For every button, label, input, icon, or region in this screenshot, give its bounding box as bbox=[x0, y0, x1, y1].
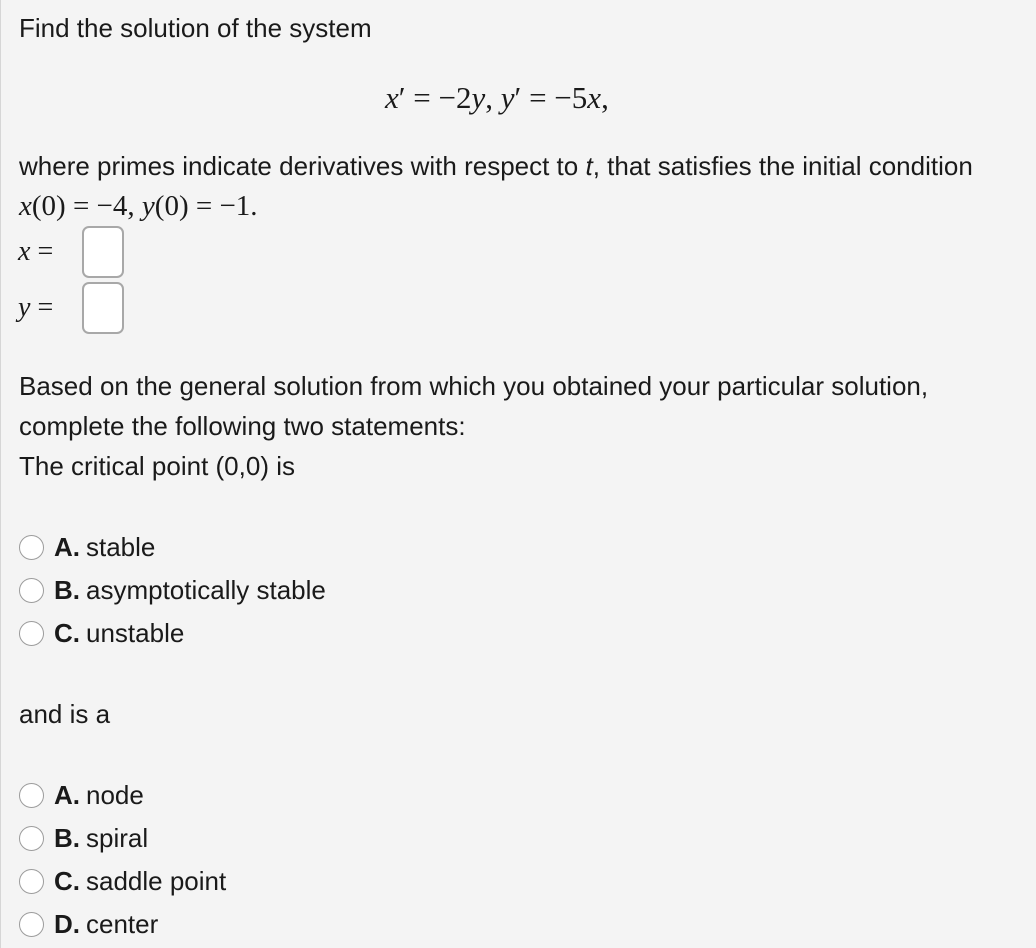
radio-button[interactable] bbox=[19, 869, 44, 894]
option-label: asymptotically stable bbox=[86, 575, 326, 605]
para1-text-a: where primes indicate derivatives with respect to bbox=[19, 151, 586, 181]
eq-prime-2: ′ bbox=[514, 80, 522, 115]
para1-text-b: , that satisfies the initial condition bbox=[592, 151, 973, 181]
eq-comma: , bbox=[485, 80, 501, 115]
option-key: B. bbox=[54, 823, 80, 853]
initial-condition-paragraph bbox=[19, 146, 1019, 226]
ic-y-rest: (0) = −1. bbox=[154, 190, 258, 222]
radio-button[interactable] bbox=[19, 912, 44, 937]
answer-input-y[interactable] bbox=[82, 282, 124, 334]
option-key: C. bbox=[54, 618, 80, 648]
type-options bbox=[19, 774, 226, 946]
eq-trail: , bbox=[601, 80, 609, 115]
ic-y-var: y bbox=[141, 190, 155, 222]
answer-label-y bbox=[18, 290, 80, 326]
option-spiral[interactable] bbox=[19, 817, 226, 860]
eq-part-2: = −5 bbox=[521, 80, 588, 115]
eq-prime-1: ′ bbox=[398, 80, 406, 115]
instructions-line: Based on the general solution from which you obtained your particular solution, complete the following two statements: bbox=[19, 371, 929, 441]
radio-button[interactable] bbox=[19, 578, 44, 603]
ic-x-rest: (0) = −4, bbox=[31, 190, 142, 222]
radio-button[interactable] bbox=[19, 621, 44, 646]
answer-input-x[interactable] bbox=[82, 226, 124, 278]
option-saddle-point[interactable] bbox=[19, 860, 226, 903]
radio-button[interactable] bbox=[19, 826, 44, 851]
eq-x-var-2: x bbox=[587, 80, 602, 115]
radio-button[interactable] bbox=[19, 783, 44, 808]
option-label: spiral bbox=[86, 823, 149, 853]
initial-condition-math bbox=[19, 190, 258, 222]
answer-label-x bbox=[18, 234, 80, 270]
option-key: A. bbox=[54, 780, 80, 810]
para1-t-var: t bbox=[585, 151, 593, 181]
answer-eq-x: = bbox=[30, 236, 54, 267]
critical-point-statement: The critical point (0,0) is bbox=[19, 451, 295, 481]
eq-y-var-1: y bbox=[471, 80, 486, 115]
eq-part-1: = −2 bbox=[405, 80, 472, 115]
option-key: A. bbox=[54, 532, 80, 562]
option-node[interactable] bbox=[19, 774, 226, 817]
instructions-paragraph bbox=[19, 366, 1024, 486]
option-key: C. bbox=[54, 866, 80, 896]
option-label: saddle point bbox=[86, 866, 227, 896]
connector-text: and is a bbox=[19, 699, 111, 729]
system-equation bbox=[385, 74, 609, 122]
option-center[interactable] bbox=[19, 903, 226, 946]
ic-x-var: x bbox=[19, 190, 32, 222]
left-border bbox=[0, 0, 1, 948]
question-prompt: Find the solution of the system bbox=[19, 13, 372, 43]
answer-eq-y: = bbox=[30, 292, 54, 323]
option-label: node bbox=[86, 780, 144, 810]
answer-var-x: x bbox=[18, 236, 31, 267]
option-unstable[interactable] bbox=[19, 612, 326, 655]
eq-x-var: x bbox=[385, 80, 399, 115]
option-label: stable bbox=[86, 532, 156, 562]
stability-options bbox=[19, 526, 326, 655]
radio-button[interactable] bbox=[19, 535, 44, 560]
answer-var-y: y bbox=[18, 292, 31, 323]
option-label: unstable bbox=[86, 618, 185, 648]
option-asymptotically-stable[interactable] bbox=[19, 569, 326, 612]
option-key: D. bbox=[54, 909, 80, 939]
option-label: center bbox=[86, 909, 159, 939]
eq-y-var-2: y bbox=[500, 80, 515, 115]
option-key: B. bbox=[54, 575, 80, 605]
option-stable[interactable] bbox=[19, 526, 326, 569]
